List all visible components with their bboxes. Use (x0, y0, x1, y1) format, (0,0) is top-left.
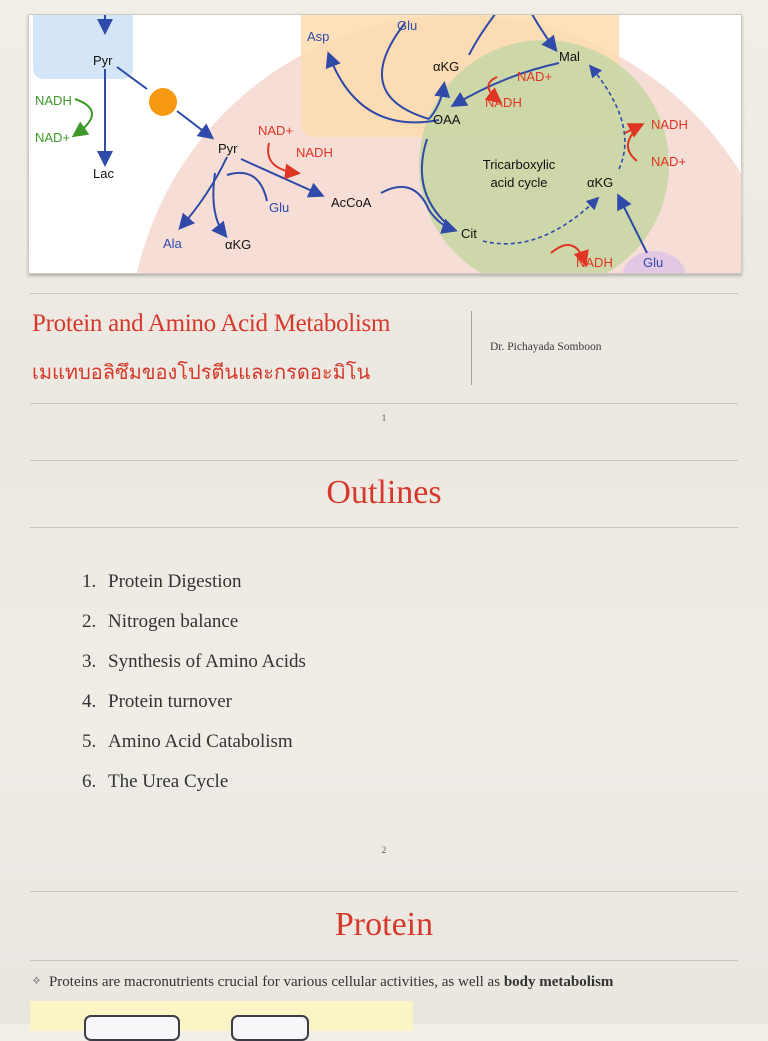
list-item-text: The Urea Cycle (108, 771, 229, 792)
label-tca-line1: Tricarboxylic (482, 157, 556, 172)
protein-heading: Protein (334, 906, 434, 943)
label-akg-low: αKG (225, 237, 252, 252)
label-nad-top: NAD+ (517, 69, 553, 84)
bullet-icon: ❖ (32, 976, 41, 987)
divider (30, 293, 738, 294)
label-cit: Cit (461, 226, 477, 241)
page-number: 2 (381, 845, 387, 855)
label-ala: Ala (163, 236, 182, 251)
label-akg-top: αKG (433, 59, 460, 74)
list-item-text: Amino Acid Catabolism (108, 731, 293, 752)
label-pyr-mid: Pyr (218, 141, 238, 156)
label-oaa: OAA (433, 112, 461, 127)
divider (30, 527, 738, 528)
page-number: 1 (381, 413, 387, 423)
label-nadh-bottom: NADH (576, 255, 613, 270)
list-item: 4. Protein turnover (82, 691, 233, 712)
label-nad-left: NAD+ (35, 130, 71, 145)
list-item-text: Synthesis of Amino Acids (108, 651, 306, 672)
slide-title: Protein and Amino Acid Metabolism (32, 310, 391, 337)
diagram-box (84, 1015, 180, 1041)
label-tca-line2: acid cycle (490, 175, 548, 190)
bullet-text: Proteins are macronutrients crucial for various cellular activities, as well as (48, 974, 504, 990)
metabolism-diagram (28, 14, 742, 274)
divider (30, 403, 738, 404)
label-lac: Lac (93, 166, 114, 181)
list-item: 1. Protein Digestion (82, 571, 242, 592)
divider (30, 891, 738, 892)
label-nad-right: NAD+ (651, 154, 687, 169)
label-nadh-top: NADH (485, 95, 522, 110)
list-item: 5. Amino Acid Catabolism (82, 731, 293, 752)
label-nadh-left: NADH (35, 93, 72, 108)
label-nad-mid: NAD+ (258, 123, 294, 138)
label-nadh-right: NADH (651, 117, 688, 132)
divider (30, 460, 738, 461)
label-mal: Mal (559, 49, 580, 64)
outline-list (82, 571, 306, 811)
label-akg-right: αKG (587, 175, 614, 190)
list-item-text: Protein turnover (108, 691, 233, 712)
list-item: 2. Nitrogen balance (82, 611, 239, 632)
bullet-point (32, 974, 613, 991)
list-item: 6. The Urea Cycle (82, 771, 229, 792)
author-name: Dr. Pichayada Somboon (490, 341, 602, 353)
label-glu-low: Glu (269, 200, 290, 215)
title-divider (471, 311, 472, 385)
cytosol-region (33, 15, 133, 79)
label-nadh-mid: NADH (296, 145, 333, 160)
pyruvate-transporter-icon (149, 88, 177, 116)
list-item: 3. Synthesis of Amino Acids (82, 651, 306, 672)
label-accoa: AcCoA (331, 195, 372, 210)
label-glu-top: Glu (397, 18, 418, 33)
diagram-box (231, 1015, 309, 1041)
label-asp: Asp (307, 29, 330, 44)
list-item-text: Protein Digestion (108, 571, 242, 592)
label-pyr-top: Pyr (93, 53, 113, 68)
slide-subtitle-thai: เมแทบอลิซึมของโปรตีนและกรดอะมิโน (32, 360, 371, 384)
divider (30, 960, 738, 961)
list-item-text: Nitrogen balance (108, 611, 239, 632)
outlines-heading: Outlines (326, 474, 442, 511)
bullet-bold-text: body metabolism (503, 974, 614, 990)
label-glu-bottom: Glu (643, 255, 664, 270)
